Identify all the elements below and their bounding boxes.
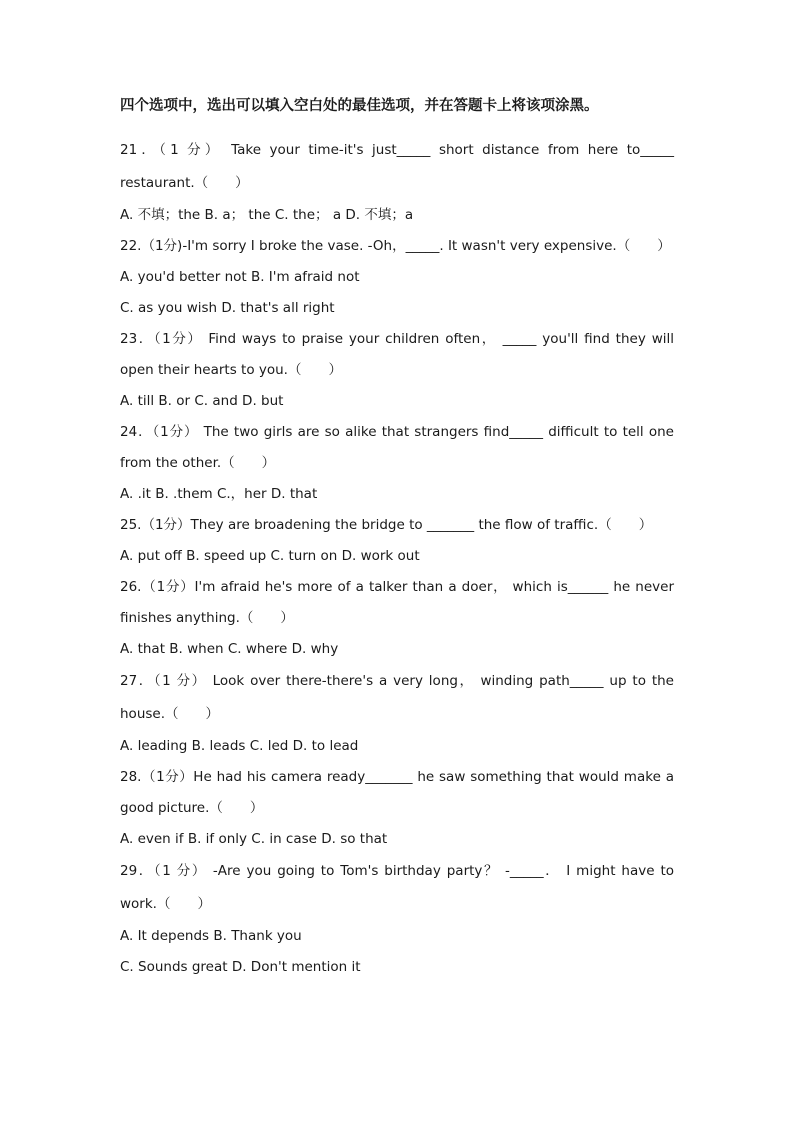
question-22 xyxy=(120,231,674,324)
question-stem: 29．（1 分） -Are you going to Tom's birthday party？ -_____． I might have to work.（ ） xyxy=(120,863,674,912)
question-options: A. leading B. leads C. led D. to lead xyxy=(120,738,359,754)
question-29 xyxy=(120,855,674,983)
question-options: A. .it B. .them C.，her D. that xyxy=(120,486,318,502)
question-25 xyxy=(120,510,674,572)
question-options: A. put off B. speed up C. turn on D. work out xyxy=(120,548,420,564)
question-stem: 25.（1分）They are broadening the bridge to _______ the flow of traffic.（ ） xyxy=(120,517,653,533)
section-instruction: 四个选项中，选出可以填入空白处的最佳选项，并在答题卡上将该项涂黑。 xyxy=(120,98,599,114)
question-options: C. Sounds great D. Don't mention it xyxy=(120,959,361,975)
question-options: A. you'd better not B. I'm afraid not xyxy=(120,269,360,285)
question-options: A. till B. or C. and D. but xyxy=(120,393,284,409)
question-24 xyxy=(120,417,674,510)
question-stem: 21．（1 分） Take your time-it's just_____ short distance from here to_____ restaurant.（ ） xyxy=(120,142,674,191)
question-23 xyxy=(120,324,674,417)
question-options: C. as you wish D. that's all right xyxy=(120,300,335,316)
question-stem: 28.（1分）He had his camera ready_______ he saw something that would make a good picture.（ ） xyxy=(120,769,674,816)
question-options: A. even if B. if only C. in case D. so that xyxy=(120,831,388,847)
question-28 xyxy=(120,762,674,855)
exam-page xyxy=(120,96,674,983)
question-stem: 27．（1 分） Look over there-there's a very long， winding path_____ up to the house.（ ） xyxy=(120,673,674,722)
question-options: A. It depends B. Thank you xyxy=(120,928,302,944)
question-26 xyxy=(120,572,674,665)
question-stem: 22.（1分)-I'm sorry I broke the vase. -Oh，_____. It wasn't very expensive.（ ） xyxy=(120,238,671,254)
question-options: A. that B. when C. where D. why xyxy=(120,641,339,657)
question-stem: 26.（1分）I'm afraid he's more of a talker than a doer， which is______ he never finishes anything.（ ） xyxy=(120,579,674,626)
question-21 xyxy=(120,134,674,231)
question-stem: 23．（1分） Find ways to praise your children often， _____ you'll find they will open their hearts to you.（ ） xyxy=(120,331,674,378)
question-stem: 24．（1分） The two girls are so alike that strangers find_____ difficult to tell one from the other.（ ） xyxy=(120,424,674,471)
question-options: A. 不填；the B. a； the C. the； a D. 不填；a xyxy=(120,207,414,223)
question-27 xyxy=(120,665,674,762)
